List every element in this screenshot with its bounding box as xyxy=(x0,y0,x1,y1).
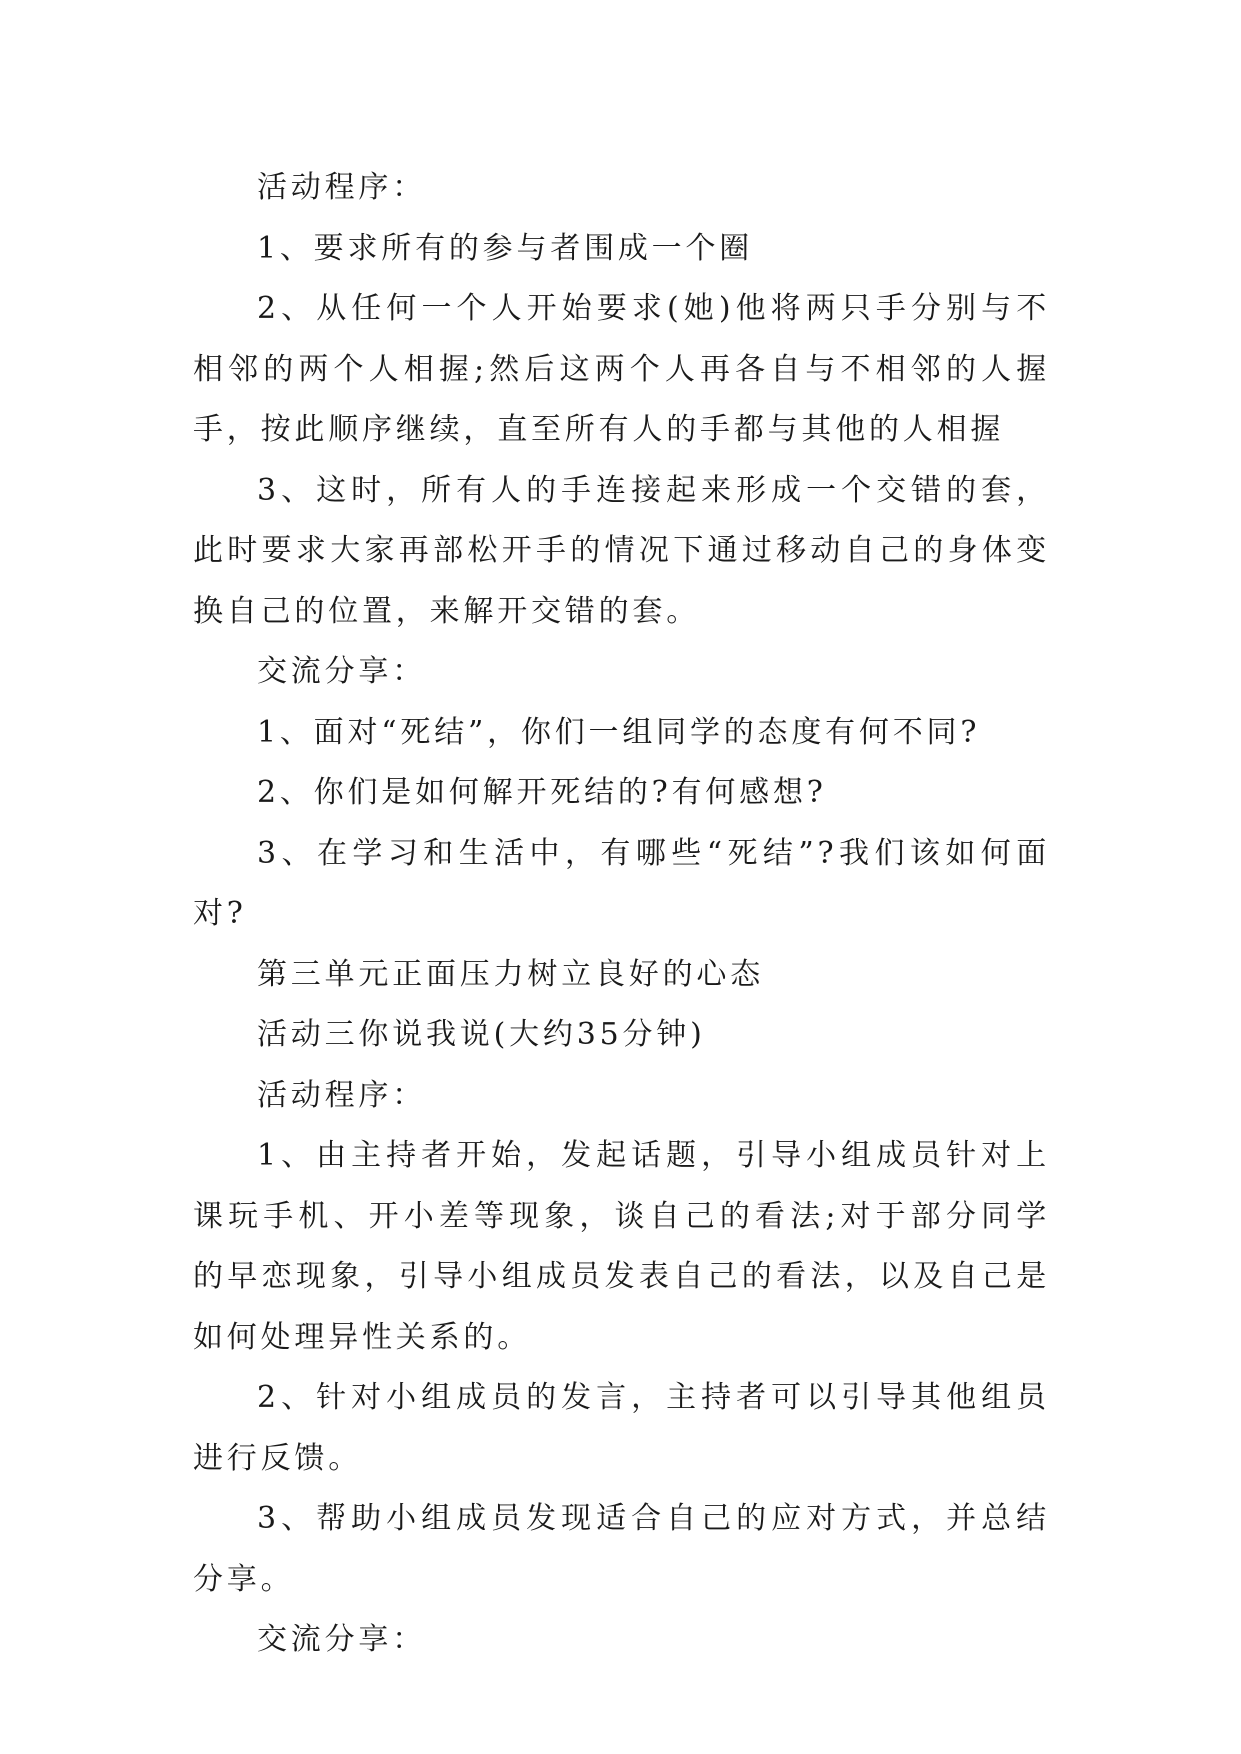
document-body xyxy=(193,158,1050,1671)
paragraph: 交流分享： xyxy=(257,654,426,689)
paragraph: 2、针对小组成员的发言，主持者可以引导其他组员进行反馈。 xyxy=(193,1380,1050,1476)
paragraph: 2、你们是如何解开死结的?有何感想? xyxy=(257,775,827,810)
paragraph: 活动程序： xyxy=(257,170,426,205)
paragraph: 1、面对“死结”，你们一组同学的态度有何不同? xyxy=(257,714,981,750)
paragraph: 1、由主持者开始，发起话题，引导小组成员针对上课玩手机、开小差等现象，谈自己的看法;对于部分同学的早恋现象，引导小组成员发表自己的看法，以及自己是如何处理异性关系的。 xyxy=(193,1138,1050,1355)
paragraph: 交流分享： xyxy=(257,1622,426,1657)
paragraph: 3、在学习和生活中，有哪些“死结”?我们该如何面对? xyxy=(193,835,1050,931)
paragraph: 1、要求所有的参与者围成一个圈 xyxy=(257,230,754,266)
section-heading: 第三单元正面压力树立良好的心态 xyxy=(257,956,764,992)
paragraph: 2、从任何一个人开始要求(她)他将两只手分别与不相邻的两个人相握;然后这两个人再各自与不相邻的人握手，按此顺序继续，直至所有人的手都与其他的人相握 xyxy=(193,291,1050,447)
paragraph: 3、帮助小组成员发现适合自己的应对方式，并总结分享。 xyxy=(193,1501,1050,1597)
paragraph: 活动程序： xyxy=(257,1077,426,1113)
paragraph: 3、这时，所有人的手连接起来形成一个交错的套，此时要求大家再部松开手的情况下通过移动自己的身体变换自己的位置，来解开交错的套。 xyxy=(193,472,1050,629)
activity-heading: 活动三你说我说(大约35分钟) xyxy=(257,1017,706,1052)
